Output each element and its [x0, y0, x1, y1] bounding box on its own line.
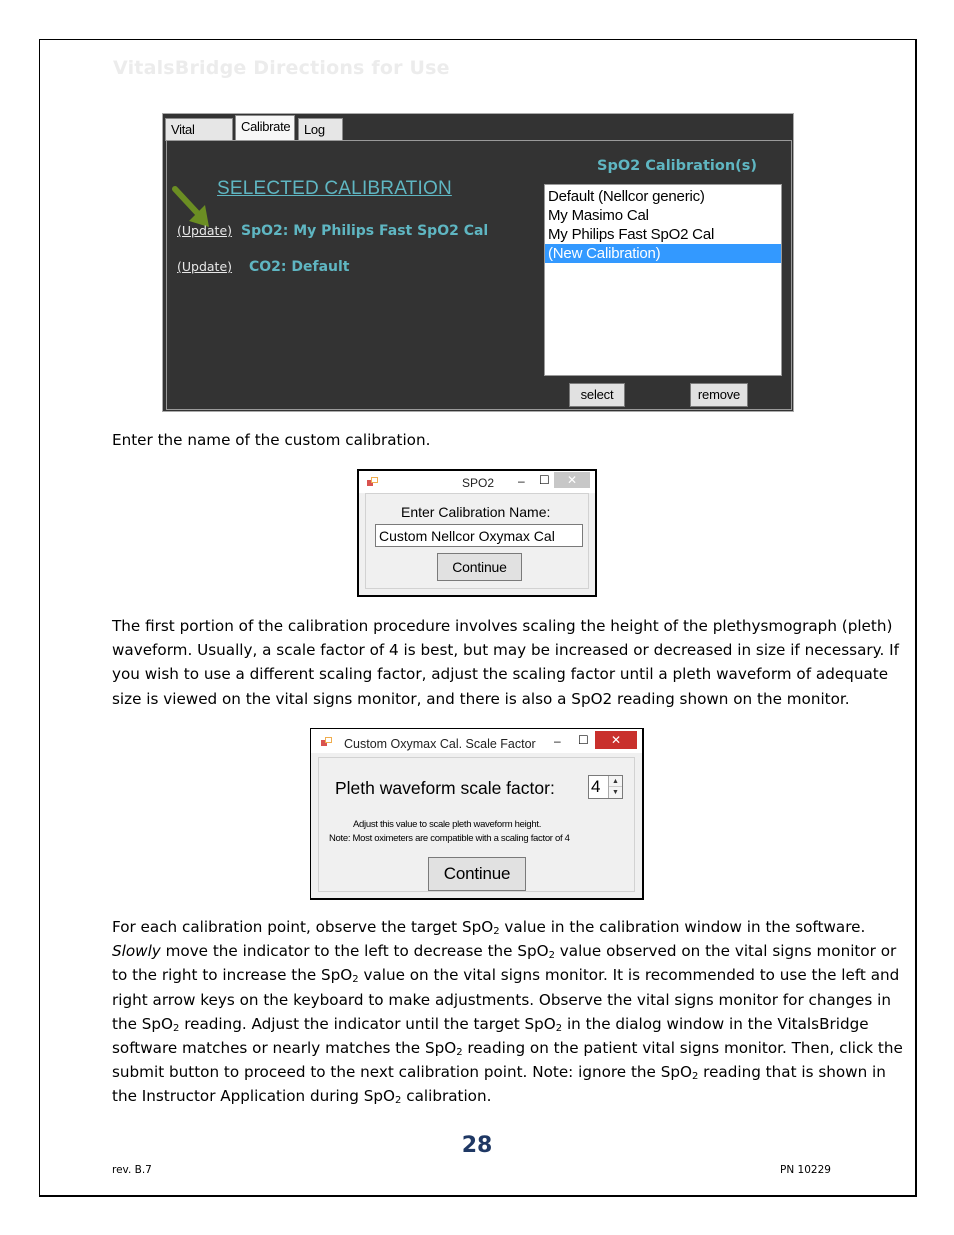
scale-factor-spinner[interactable]: [588, 775, 623, 799]
close-icon[interactable]: ✕: [595, 731, 637, 749]
text-line: you wish to use a different scaling factor, adjust the scaling factor until a pleth waveform of adequate: [112, 665, 889, 684]
scale-note-line-2: Note: Most oximeters are compatible with a scaling factor of 4: [329, 833, 570, 844]
list-item[interactable]: Default (Nellcor generic): [548, 188, 705, 205]
dialog-title: SPO2: [462, 476, 495, 490]
update-co2-link[interactable]: (Update): [177, 259, 233, 274]
document-header: VitalsBridge Directions for Use: [113, 57, 450, 79]
instruction-adjust-spo2: [112, 915, 903, 1109]
spinner-up-icon[interactable]: ▲: [609, 776, 622, 787]
remove-button[interactable]: remove: [690, 383, 748, 407]
spo2-calibration-value: SpO2: My Philips Fast SpO2 Cal: [241, 223, 489, 239]
tab-calibrate[interactable]: Calibrate: [235, 115, 295, 142]
list-item-selected[interactable]: (New Calibration): [545, 244, 781, 263]
pointer-arrow-icon: [171, 185, 211, 227]
tab-vital-signs[interactable]: Vital: [165, 118, 233, 141]
dialog-titlebar: [359, 471, 595, 493]
co2-calibration-value: CO2: Default: [249, 259, 350, 275]
selected-calibration-title: SELECTED CALIBRATION: [217, 178, 452, 199]
text-line: Slowly move the indicator to the left to decrease the SpO$_2$ value observed on the vital signs monitor or: [112, 942, 897, 962]
list-item[interactable]: My Masimo Cal: [548, 207, 649, 224]
list-item[interactable]: My Philips Fast SpO2 Cal: [548, 226, 715, 243]
text-line: software matches or nearly matches the SpO$_2$ reading on the patient vital signs monitor. Then, click the: [112, 1039, 903, 1059]
continue-button[interactable]: Continue: [437, 553, 522, 581]
revision-label: rev. B.7: [112, 1164, 152, 1176]
text-line: to the right to increase the SpO$_2$ value on the vital signs monitor. It is recommended to use the left and: [112, 966, 900, 986]
minimize-icon[interactable]: –: [554, 734, 561, 748]
scale-note-line-1: Adjust this value to scale pleth waveform height.: [353, 819, 542, 830]
text-line: waveform. Usually, a scale factor of 4 is best, but may be increased or decreased in size if necessary. If: [112, 641, 899, 660]
tab-log[interactable]: Log: [298, 118, 343, 141]
text-line: the Instructor Application during SpO$_2$ calibration.: [112, 1087, 492, 1107]
calibration-name-label: Enter Calibration Name:: [401, 504, 551, 520]
dialog-titlebar: [311, 729, 642, 753]
page-number: 28: [461, 1133, 493, 1158]
calibration-name-input[interactable]: [375, 524, 583, 547]
text-line: For each calibration point, observe the target SpO$_2$ value in the calibration window in the software.: [112, 918, 866, 937]
text-line: the SpO$_2$ reading. Adjust the indicator until the target SpO$_2$ in the dialog window in the VitalsBridge: [112, 1014, 869, 1034]
calibration-name-dialog: [357, 469, 597, 597]
tab-strip: [163, 114, 793, 141]
scale-factor-value[interactable]: 4: [591, 777, 601, 796]
close-icon[interactable]: ✕: [554, 472, 590, 488]
dialog-body: [318, 757, 635, 892]
spinner-down-icon[interactable]: ▼: [612, 789, 619, 796]
app-icon: [367, 477, 378, 487]
instruction-scaling: [112, 614, 899, 711]
text-line: size is viewed on the vital signs monitor, and there is also a SpO2 reading shown on the monitor.: [112, 689, 850, 708]
maximize-icon[interactable]: ☐: [539, 473, 550, 487]
text-line: right arrow keys on the keyboard to make adjustments. Observe the vital signs monitor for changes in: [112, 990, 891, 1009]
instruction-enter-name: Enter the name of the custom calibration.: [112, 431, 431, 449]
maximize-icon[interactable]: ☐: [578, 733, 589, 747]
app-icon: [321, 737, 332, 747]
text-line: The first portion of the calibration procedure involves scaling the height of the plethysmograph (pleth): [112, 617, 893, 635]
minimize-icon[interactable]: –: [518, 474, 525, 488]
dialog-title: Custom Oxymax Cal. Scale Factor: [344, 737, 536, 751]
dialog-body: [365, 493, 589, 589]
spo2-calibrations-title: SpO2 Calibration(s): [597, 158, 758, 174]
calibrate-screenshot: [162, 113, 794, 412]
select-button[interactable]: select: [569, 383, 625, 407]
spinner-buttons: [608, 776, 622, 798]
scale-factor-label: Pleth waveform scale factor:: [335, 778, 555, 798]
part-number-label: PN 10229: [780, 1164, 831, 1176]
text-line: submit button to proceed to the next calibration point. Note: ignore the SpO$_2$ reading that is shown in: [112, 1063, 886, 1083]
spo2-calibration-list[interactable]: [544, 184, 782, 376]
calibrate-panel: [166, 140, 792, 410]
scale-factor-dialog: [310, 728, 644, 900]
update-spo2-link[interactable]: (Update): [177, 223, 233, 238]
continue-button[interactable]: Continue: [428, 857, 526, 891]
